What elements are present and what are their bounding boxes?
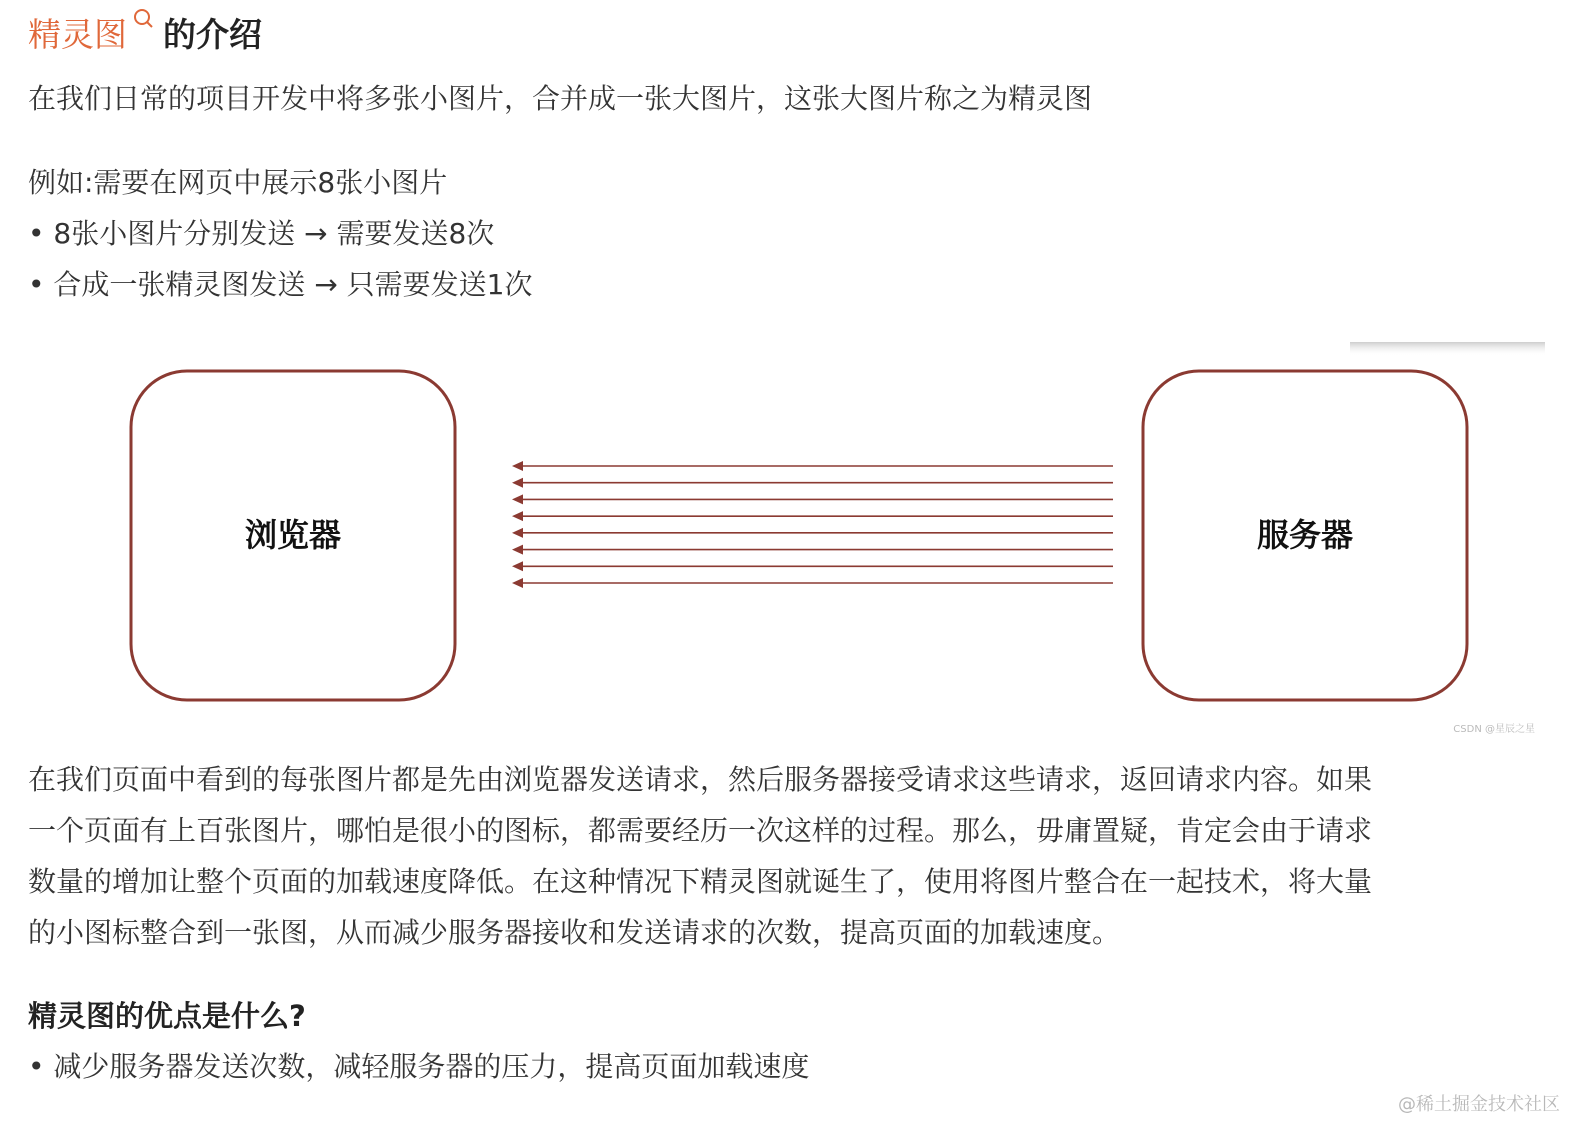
request-arrows xyxy=(512,461,1113,588)
body-line: 在我们页面中看到的每张图片都是先由浏览器发送请求，然后服务器接受请求这些请求，返回请求内容。如果 xyxy=(28,763,1373,796)
sprite-link[interactable]: 精灵图 xyxy=(28,15,127,54)
arrow-head-icon xyxy=(512,494,523,504)
arrow-head-icon xyxy=(512,545,523,555)
arrow-head-icon xyxy=(512,511,523,521)
arrow-head-icon xyxy=(512,578,523,588)
arrow-head-icon xyxy=(512,528,523,538)
request-diagram xyxy=(0,330,1594,740)
advantages-title: 精灵图的优点是什么? xyxy=(28,999,306,1033)
arrow-head-icon xyxy=(512,478,523,488)
body-line: 的小图标整合到一张图，从而减少服务器接收和发送请求的次数，提高页面的加载速度。 xyxy=(28,916,1121,949)
body-paragraph xyxy=(28,754,1568,958)
advantages-bullet: • 减少服务器发送次数，减轻服务器的压力，提高页面加载速度 xyxy=(28,1050,810,1083)
browser-label: 浏览器 xyxy=(244,516,342,554)
example-bullet: • 合成一张精灵图发送 → 只需要发送1次 xyxy=(28,268,533,301)
example-bullet: • 8张小图片分别发送 → 需要发送8次 xyxy=(28,217,495,250)
section-heading xyxy=(28,6,262,56)
server-label: 服务器 xyxy=(1256,516,1354,554)
image-watermark: CSDN @星辰之星 xyxy=(1453,724,1535,735)
example-label: 例如:需要在网页中展示8张小图片 xyxy=(28,166,448,199)
body-line: 数量的增加让整个页面的加载速度降低。在这种情况下精灵图就诞生了，使用将图片整合在一起技术，将大量 xyxy=(28,865,1373,898)
footer-watermark: @稀土掘金技术社区 xyxy=(1398,1094,1560,1115)
arrow-head-icon xyxy=(512,461,523,471)
intro-text: 在我们日常的项目开发中将多张小图片，合并成一张大图片，这张大图片称之为精灵图 xyxy=(28,82,1093,115)
arrow-head-icon xyxy=(512,561,523,571)
body-line: 一个页面有上百张图片，哪怕是很小的图标，都需要经历一次这样的过程。那么，毋庸置疑，肯定会由于请求 xyxy=(28,814,1373,847)
image-edge-shadow xyxy=(1350,342,1545,356)
search-icon[interactable] xyxy=(127,6,163,46)
heading-text: 的介绍 xyxy=(163,15,262,54)
